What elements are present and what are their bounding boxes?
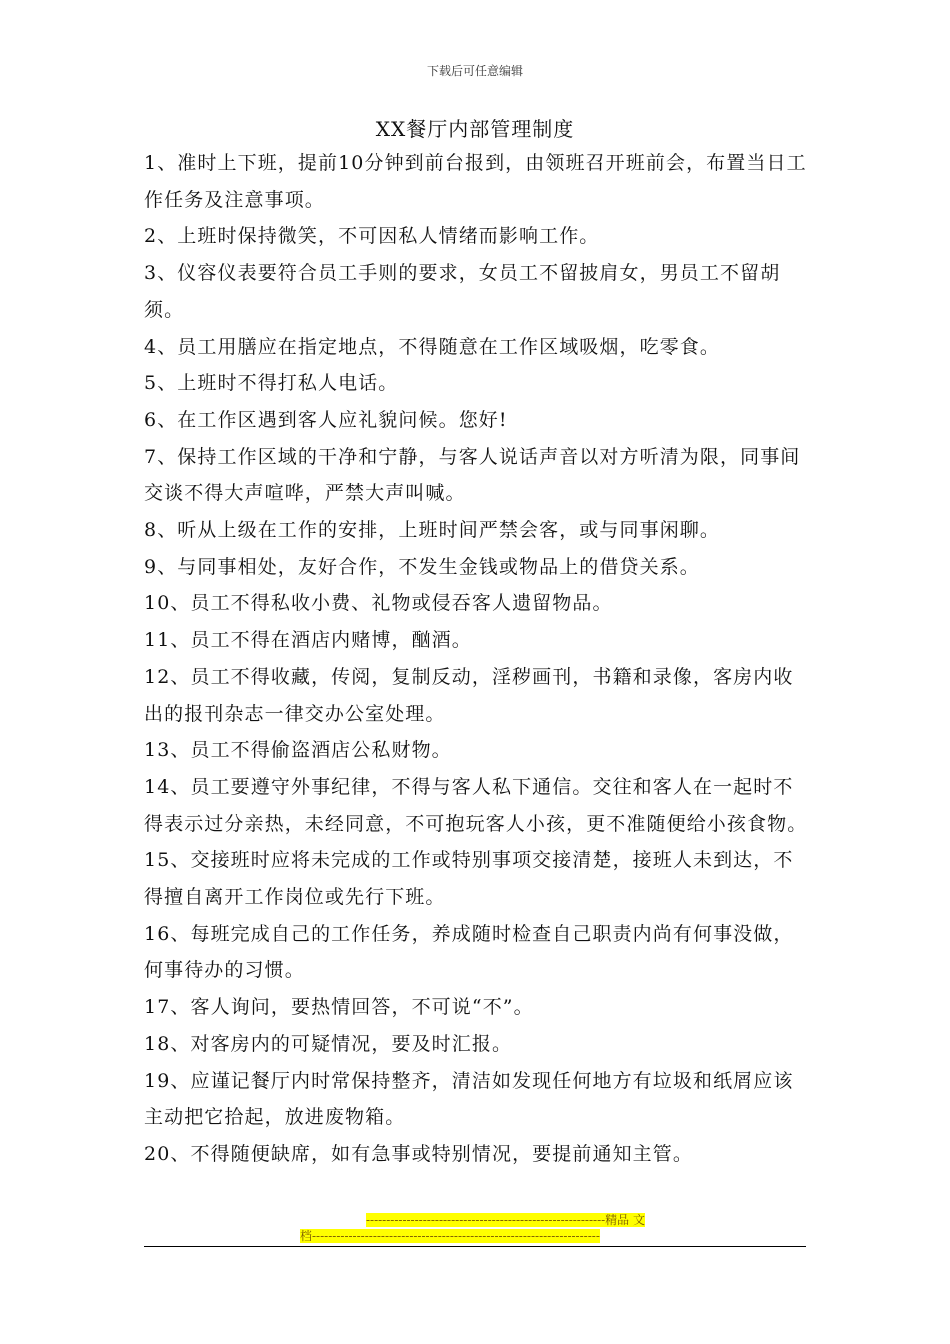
header-note: 下载后可任意编辑 — [426, 64, 523, 78]
footer-banner — [300, 1212, 645, 1244]
footer-banner-line1: -----------------------------------------------------------精品 文 — [365, 1213, 645, 1227]
rule-item: 20、不得随便缺席，如有急事或特别情况，要提前通知主管。 — [144, 1142, 693, 1165]
rule-item: 9、与同事相处，友好合作，不发生金钱或物品上的借贷关系。 — [144, 555, 700, 578]
rule-item: 1、准时上下班，提前10分钟到前台报到，由领班召开班前会，布置当日工作任务及注意事项。 — [144, 152, 807, 211]
rule-item: 2、上班时保持微笑，不可因私人情绪而影响工作。 — [144, 225, 600, 248]
rule-item: 15、交接班时应将未完成的工作或特别事项交接清楚，接班人未到达，不得擅自离开工作岗位或先行下班。 — [144, 849, 794, 909]
footer-banner-line2: 档----------------------------------------------------------------------- — [300, 1229, 600, 1243]
rule-item: 18、对客房内的可疑情况，要及时汇报。 — [144, 1032, 513, 1055]
rule-item: 19、应谨记餐厅内时常保持整齐，清洁如发现任何地方有垃圾和纸屑应该主动把它拾起，放进废物箱。 — [144, 1069, 794, 1129]
rule-item: 10、员工不得私收小费、礼物或侵吞客人遗留物品。 — [144, 592, 613, 615]
rule-item: 12、员工不得收藏，传阅，复制反动，淫秽画刊，书籍和录像，客房内收出的报刊杂志一律交办公室处理。 — [144, 665, 794, 725]
footer-divider — [144, 1246, 806, 1247]
rule-item: 3、仪容仪表要符合员工手则的要求，女员工不留披肩女，男员工不留胡须。 — [144, 262, 781, 321]
rule-item: 4、员工用膳应在指定地点，不得随意在工作区域吸烟，吃零食。 — [144, 335, 720, 358]
rule-item: 8、听从上级在工作的安排，上班时间严禁会客，或与同事闲聊。 — [144, 519, 720, 542]
rule-item: 16、每班完成自己的工作任务，养成随时检查自己职责内尚有何事没做，何事待办的习惯。 — [144, 922, 794, 982]
rule-item: 17、客人询问，要热情回答，不可说“不”。 — [144, 996, 534, 1019]
document-title: XX餐厅内部管理制度 — [375, 117, 575, 141]
rules-list — [144, 145, 809, 1173]
rule-item: 5、上班时不得打私人电话。 — [144, 372, 399, 395]
rule-item: 6、在工作区遇到客人应礼貌问候。您好! — [144, 408, 508, 431]
rule-item: 7、保持工作区域的干净和宁静，与客人说话声音以对方听清为限，同事间交谈不得大声喧哗，严禁大声叫喊。 — [144, 445, 801, 505]
rule-item: 11、员工不得在酒店内赌博，酗酒。 — [144, 629, 472, 652]
rule-item: 14、员工要遵守外事纪律，不得与客人私下通信。交往和客人在一起时不得表示过分亲热，未经同意，不可抱玩客人小孩，更不准随便给小孩食物。 — [144, 775, 808, 835]
rule-item: 13、员工不得偷盗酒店公私财物。 — [144, 739, 452, 762]
